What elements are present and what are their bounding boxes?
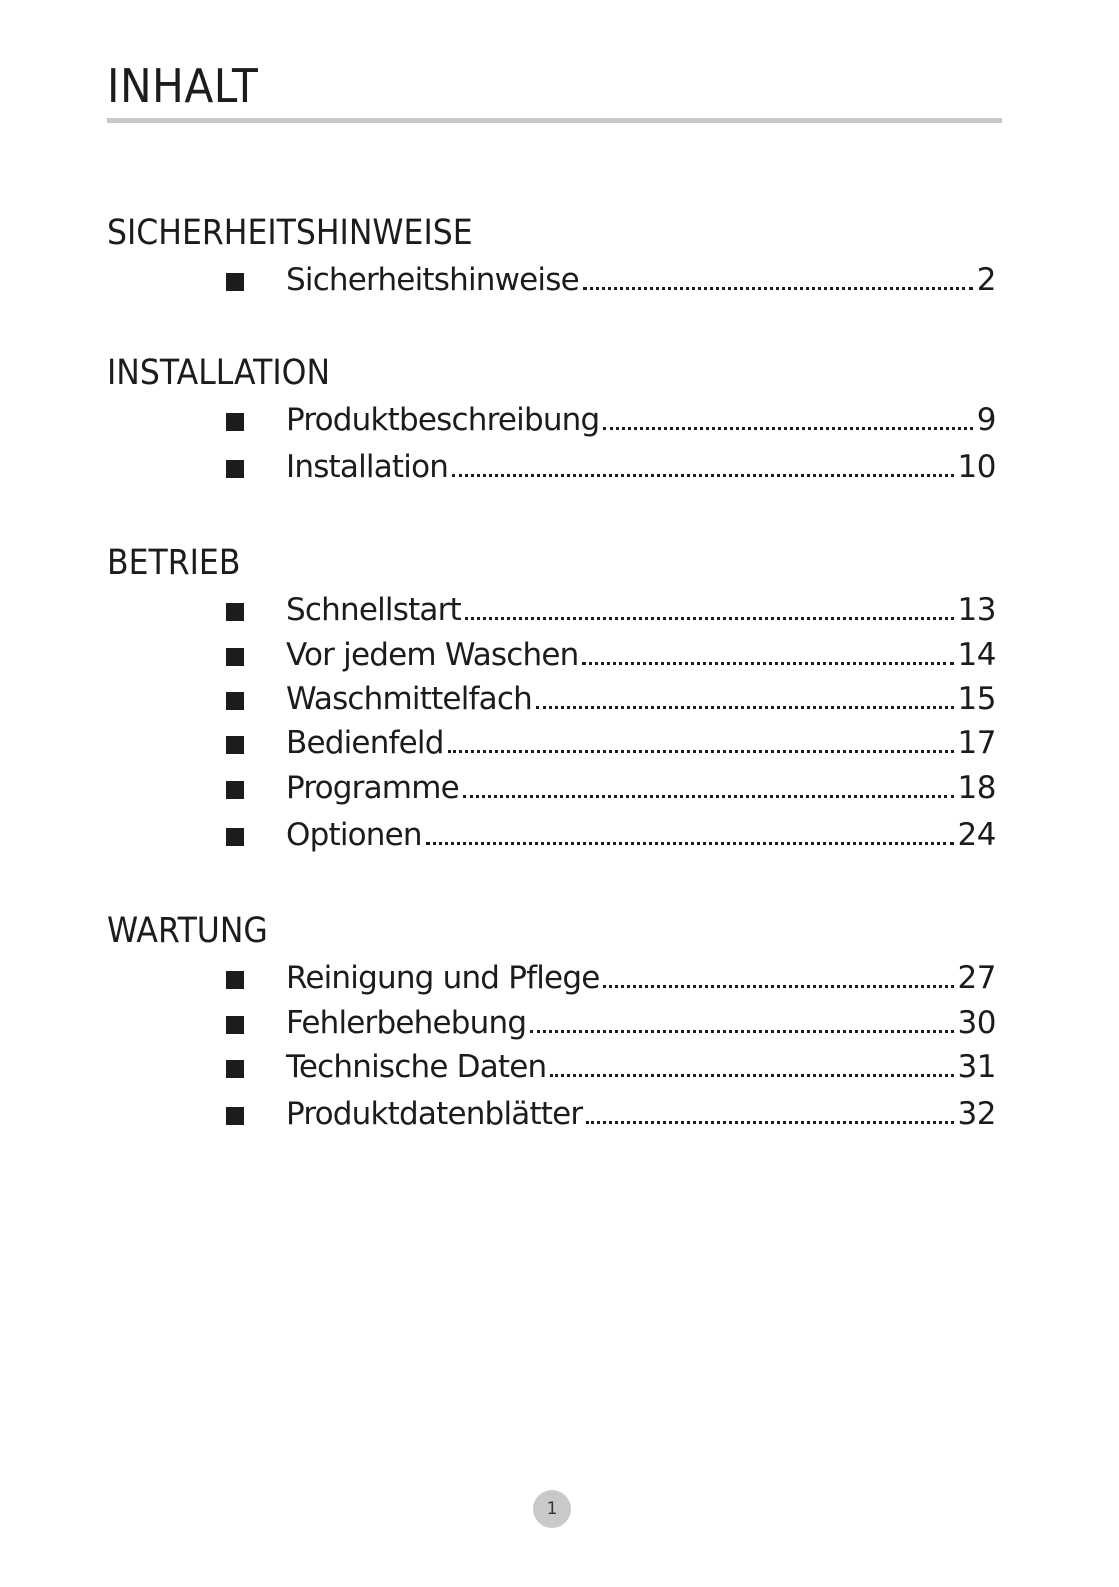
toc-entry-page: 2 — [976, 262, 996, 298]
toc-entry-label: Sicherheitshinweise — [286, 262, 579, 298]
square-bullet-icon — [226, 828, 244, 846]
square-bullet-icon — [226, 1016, 244, 1034]
dot-leader — [583, 287, 973, 290]
toc-entry-label: Vor jedem Waschen — [286, 637, 579, 673]
square-bullet-icon — [226, 971, 244, 989]
section-heading: SICHERHEITSHINWEISE — [107, 213, 473, 253]
toc-entry[interactable] — [226, 815, 996, 855]
toc-entry-label: Optionen — [286, 817, 422, 853]
dot-leader — [426, 842, 954, 845]
toc-entry-page: 27 — [957, 960, 996, 996]
toc-entry-label: Installation — [286, 449, 449, 485]
toc-entry[interactable] — [226, 1047, 996, 1087]
toc-entry[interactable] — [226, 447, 996, 487]
page-title: INHALT — [107, 59, 259, 113]
dot-leader — [465, 617, 954, 620]
square-bullet-icon — [226, 1107, 244, 1125]
toc-entry[interactable] — [226, 768, 996, 808]
square-bullet-icon — [226, 273, 244, 291]
dot-leader — [582, 662, 953, 665]
square-bullet-icon — [226, 603, 244, 621]
dot-leader — [603, 427, 972, 430]
square-bullet-icon — [226, 781, 244, 799]
toc-entry-label: Bedienfeld — [286, 725, 444, 761]
toc-entry[interactable] — [226, 590, 996, 630]
toc-entry-label: Schnellstart — [286, 592, 461, 628]
toc-entry-page: 15 — [957, 681, 996, 717]
toc-entry-label: Produktbeschreibung — [286, 402, 600, 438]
toc-entry-label: Produktdatenblätter — [286, 1096, 583, 1132]
title-divider — [107, 118, 1002, 123]
toc-entry-page: 13 — [957, 592, 996, 628]
toc-entry[interactable] — [226, 723, 996, 763]
toc-entry-page: 17 — [957, 725, 996, 761]
toc-entry[interactable] — [226, 1094, 996, 1134]
toc-entry-label: Waschmittelfach — [286, 681, 532, 717]
toc-entry-label: Fehlerbehebung — [286, 1005, 527, 1041]
dot-leader — [603, 985, 953, 988]
toc-entry[interactable] — [226, 635, 996, 675]
toc-entry-page: 24 — [957, 817, 996, 853]
square-bullet-icon — [226, 736, 244, 754]
toc-entry-page: 9 — [976, 402, 996, 438]
section-heading: INSTALLATION — [107, 353, 331, 393]
section-heading: WARTUNG — [107, 911, 268, 951]
square-bullet-icon — [226, 460, 244, 478]
dot-leader — [530, 1030, 953, 1033]
toc-entry-label: Programme — [286, 770, 459, 806]
section-heading: BETRIEB — [107, 543, 241, 583]
dot-leader — [463, 795, 954, 798]
toc-entry-page: 32 — [957, 1096, 996, 1132]
toc-entry-page: 31 — [957, 1049, 996, 1085]
dot-leader — [586, 1121, 953, 1124]
toc-entry-page: 18 — [957, 770, 996, 806]
toc-entry-page: 30 — [957, 1005, 996, 1041]
toc-entry-label: Reinigung und Pflege — [286, 960, 600, 996]
square-bullet-icon — [226, 1060, 244, 1078]
toc-entry[interactable] — [226, 400, 996, 440]
toc-entry-page: 10 — [957, 449, 996, 485]
square-bullet-icon — [226, 692, 244, 710]
toc-entry[interactable] — [226, 958, 996, 998]
dot-leader — [448, 750, 954, 753]
dot-leader — [452, 474, 953, 477]
toc-entry[interactable] — [226, 679, 996, 719]
toc-entry[interactable] — [226, 1003, 996, 1043]
toc-entry-label: Technische Daten — [286, 1049, 547, 1085]
page-number-badge: 1 — [533, 1490, 571, 1528]
square-bullet-icon — [226, 413, 244, 431]
toc-entry[interactable] — [226, 260, 996, 300]
dot-leader — [550, 1074, 953, 1077]
dot-leader — [536, 706, 954, 709]
toc-entry-page: 14 — [957, 637, 996, 673]
square-bullet-icon — [226, 648, 244, 666]
